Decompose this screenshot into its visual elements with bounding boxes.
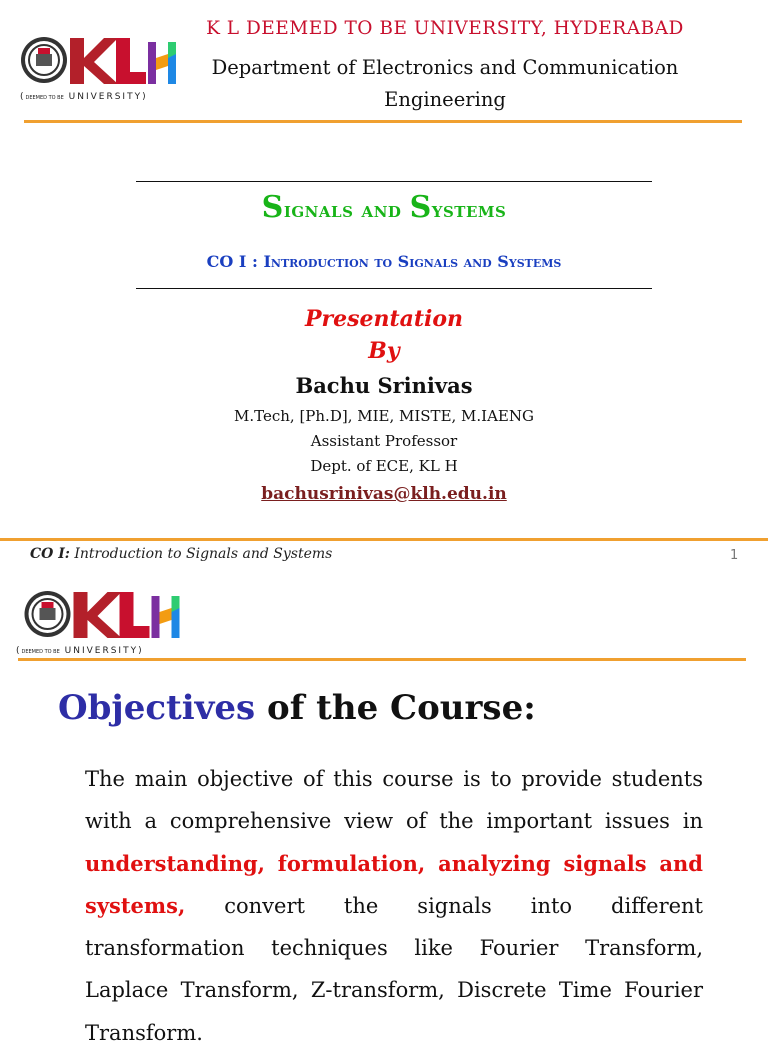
author-name: Bachu Srinivas [295,373,473,398]
logo-deemed-text: DEEMED TO BE [21,649,60,655]
slide2-header-divider [18,658,746,661]
by-label: By [368,338,400,364]
course-title-part2: ystems [431,197,507,223]
objectives-text-highlight: understanding, formulation, analyzing signals and systems, [85,850,703,918]
department-name [190,52,700,116]
author-affiliation: Dept. of ECE, KL H [310,457,458,475]
university-emblem-icon [16,586,196,648]
author-qualifications: M.Tech, [Ph.D], MIE, MISTE, M.IAENG [234,407,534,425]
author-email-link[interactable]: bachusrinivas@klh.edu.in [261,484,507,504]
page-number: 1 [730,548,739,563]
logo-subtitle: (DEEMED TO BE UNIVERSITY) [20,92,148,102]
slide-footer [30,546,332,562]
footer-text: Introduction to Signals and Systems [69,546,333,562]
university-name: K L DEEMED TO BE UNIVERSITY, HYDERABAD [206,18,684,39]
objectives-paragraph [85,758,703,1054]
course-title-part1: ignals and [283,197,410,223]
logo-deemed-text: DEEMED TO BE [25,95,64,101]
footer-co-label: CO I: [30,546,70,562]
presentation-label: Presentation [304,306,464,332]
klh-logo [20,32,185,110]
course-title-cap1: S [261,190,284,225]
author-designation: Assistant Professor [310,432,458,450]
objectives-heading [58,688,536,728]
logo-subtitle: (DEEMED TO BE UNIVERSITY) [16,646,144,656]
course-title [0,190,768,225]
department-line2: Engineering [384,88,506,111]
logo-university-text: UNIVERSITY [68,92,143,102]
footer-divider [0,538,768,541]
header-divider [24,120,742,123]
university-emblem-icon [20,32,185,94]
objectives-heading-highlight: Objectives [58,688,256,728]
title-top-rule [136,181,652,182]
objectives-text-part2: convert the signals into different transformation techniques like Fourier Transform, Laplace Transform, Z-transform, Discrete Time Fourier Transform. [85,893,703,1045]
course-title-cap2: S [409,190,432,225]
title-bottom-rule [136,288,652,289]
klh-logo-slide2 [16,586,181,664]
department-line1: Department of Electronics and Communication [211,56,679,79]
objectives-heading-rest: of the Course: [255,688,536,728]
logo-university-text: UNIVERSITY [64,646,139,656]
co-title: CO I : Introduction to Signals and Systems [206,252,562,271]
objectives-text-part1: The main objective of this course is to provide students with a comprehensive view of the important issues in [85,767,703,834]
